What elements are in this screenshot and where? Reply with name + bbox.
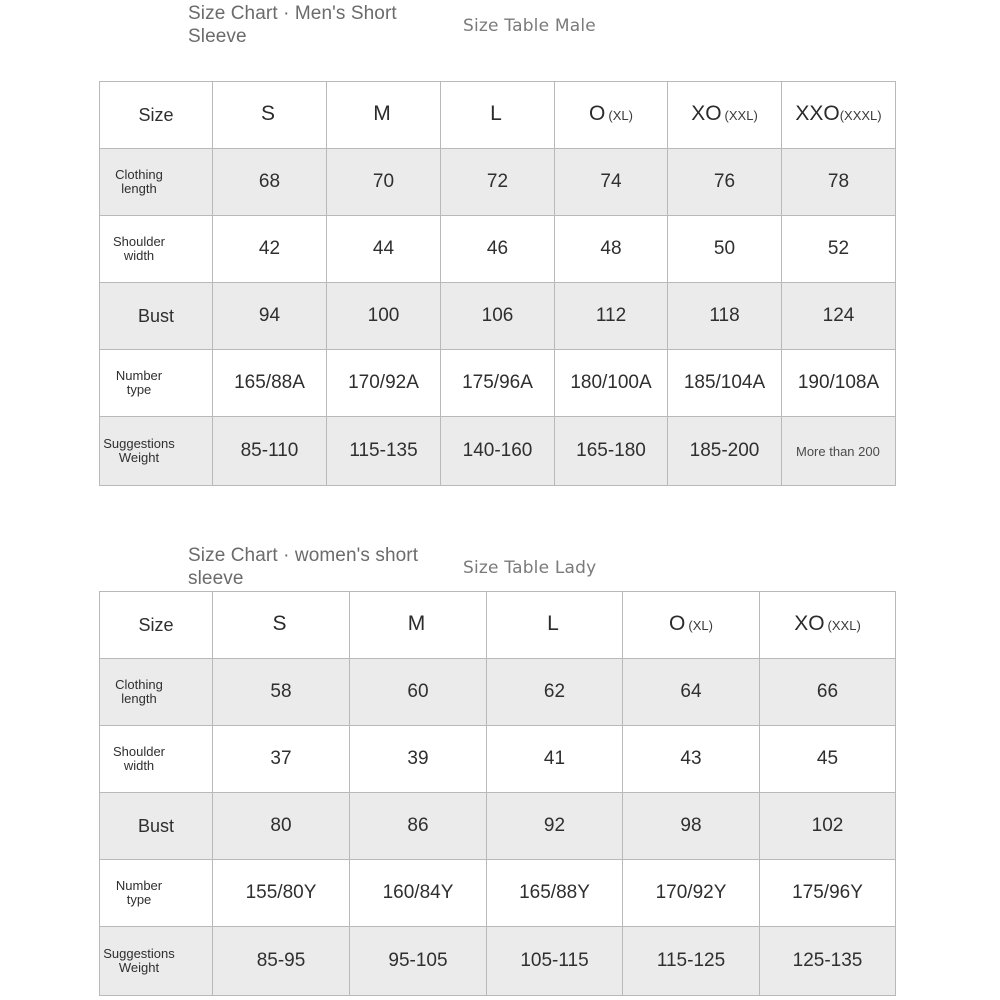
mens-size-chart-block: [0, 0, 1000, 465]
header-cell-size: Size: [100, 592, 213, 659]
cell-shoulder-width-m: 39: [350, 726, 487, 793]
cell-clothing-length-xo: 66: [760, 659, 896, 726]
cell-bust-o: 98: [623, 793, 760, 860]
cell-weight-m: 115-135: [327, 417, 441, 486]
mens-chart-subtitle: Size Table Male: [463, 16, 596, 36]
row-label-clothing-length: Clothing length: [100, 149, 213, 216]
cell-weight-m: 95-105: [350, 927, 487, 996]
cell-shoulder-width-m: 44: [327, 216, 441, 283]
cell-bust-l: 106: [441, 283, 555, 350]
cell-weight-xo: 125-135: [760, 927, 896, 996]
cell-shoulder-width-l: 46: [441, 216, 555, 283]
cell-clothing-length-xo: 76: [668, 149, 782, 216]
cell-weight-xo: 185-200: [668, 417, 782, 486]
table-row: [100, 283, 896, 350]
cell-number-type-s: 155/80Y: [213, 860, 350, 927]
mens-title-row: [0, 0, 1000, 56]
row-label-suggestions-weight: Suggestions Weight: [100, 417, 213, 486]
cell-clothing-length-l: 72: [441, 149, 555, 216]
row-label-shoulder-width: Shoulder width: [100, 216, 213, 283]
cell-weight-o: 115-125: [623, 927, 760, 996]
mens-chart-title: Size Chart · Men's Short Sleeve: [188, 3, 397, 47]
cell-bust-xxo: 124: [782, 283, 896, 350]
header-cell-o-xl: O (XL): [555, 82, 668, 149]
womens-title-row: [0, 502, 1000, 589]
cell-clothing-length-m: 60: [350, 659, 487, 726]
cell-bust-xo: 118: [668, 283, 782, 350]
mens-size-table: [99, 81, 896, 486]
table-row: [100, 149, 896, 216]
table-row: [100, 860, 896, 927]
header-cell-xo-xxl: XO (XXL): [760, 592, 896, 659]
header-cell-xo-xxl: XO (XXL): [668, 82, 782, 149]
cell-shoulder-width-o: 43: [623, 726, 760, 793]
cell-clothing-length-l: 62: [487, 659, 623, 726]
womens-chart-subtitle: Size Table Lady: [463, 558, 597, 578]
cell-weight-s: 85-95: [213, 927, 350, 996]
table-header-row: [100, 592, 896, 659]
table-row: [100, 726, 896, 793]
row-label-clothing-length: Clothing length: [100, 659, 213, 726]
cell-bust-l: 92: [487, 793, 623, 860]
row-label-number-type: Number type: [100, 350, 213, 417]
womens-chart-title: Size Chart · women's short sleeve: [188, 545, 419, 589]
cell-shoulder-width-s: 37: [213, 726, 350, 793]
cell-number-type-o: 170/92Y: [623, 860, 760, 927]
cell-clothing-length-s: 68: [213, 149, 327, 216]
cell-number-type-m: 170/92A: [327, 350, 441, 417]
table-row: [100, 216, 896, 283]
table-row: [100, 417, 896, 486]
cell-number-type-s: 165/88A: [213, 350, 327, 417]
header-cell-xxo-xxxl: XXO(XXXL): [782, 82, 896, 149]
cell-shoulder-width-xo: 45: [760, 726, 896, 793]
cell-weight-o: 165-180: [555, 417, 668, 486]
cell-bust-o: 112: [555, 283, 668, 350]
cell-bust-xo: 102: [760, 793, 896, 860]
header-cell-s: S: [213, 592, 350, 659]
cell-number-type-xxo: 190/108A: [782, 350, 896, 417]
cell-weight-l: 140-160: [441, 417, 555, 486]
table-row: [100, 793, 896, 860]
womens-size-table: [99, 591, 896, 996]
header-cell-o-xl: O (XL): [623, 592, 760, 659]
cell-number-type-l: 175/96A: [441, 350, 555, 417]
table-row: [100, 350, 896, 417]
table-header-row: [100, 82, 896, 149]
cell-shoulder-width-l: 41: [487, 726, 623, 793]
cell-bust-s: 80: [213, 793, 350, 860]
cell-weight-s: 85-110: [213, 417, 327, 486]
header-cell-m: M: [350, 592, 487, 659]
cell-number-type-o: 180/100A: [555, 350, 668, 417]
header-cell-l: L: [487, 592, 623, 659]
cell-clothing-length-xxo: 78: [782, 149, 896, 216]
row-label-shoulder-width: Shoulder width: [100, 726, 213, 793]
cell-clothing-length-m: 70: [327, 149, 441, 216]
cell-number-type-xo: 175/96Y: [760, 860, 896, 927]
table-row: [100, 927, 896, 996]
cell-shoulder-width-s: 42: [213, 216, 327, 283]
cell-clothing-length-s: 58: [213, 659, 350, 726]
cell-shoulder-width-xo: 50: [668, 216, 782, 283]
cell-clothing-length-o: 74: [555, 149, 668, 216]
cell-shoulder-width-o: 48: [555, 216, 668, 283]
cell-clothing-length-o: 64: [623, 659, 760, 726]
row-label-number-type: Number type: [100, 860, 213, 927]
cell-bust-s: 94: [213, 283, 327, 350]
cell-bust-m: 100: [327, 283, 441, 350]
cell-bust-m: 86: [350, 793, 487, 860]
cell-shoulder-width-xxo: 52: [782, 216, 896, 283]
cell-weight-xxo: More than 200: [782, 417, 896, 486]
row-label-suggestions-weight: Suggestions Weight: [100, 927, 213, 996]
table-row: [100, 659, 896, 726]
header-cell-l: L: [441, 82, 555, 149]
row-label-bust: Bust: [100, 283, 213, 350]
row-label-bust: Bust: [100, 793, 213, 860]
womens-size-chart-block: [0, 502, 1000, 975]
cell-weight-l: 105-115: [487, 927, 623, 996]
cell-number-type-m: 160/84Y: [350, 860, 487, 927]
cell-number-type-l: 165/88Y: [487, 860, 623, 927]
header-cell-size: Size: [100, 82, 213, 149]
cell-number-type-xo: 185/104A: [668, 350, 782, 417]
header-cell-m: M: [327, 82, 441, 149]
header-cell-s: S: [213, 82, 327, 149]
